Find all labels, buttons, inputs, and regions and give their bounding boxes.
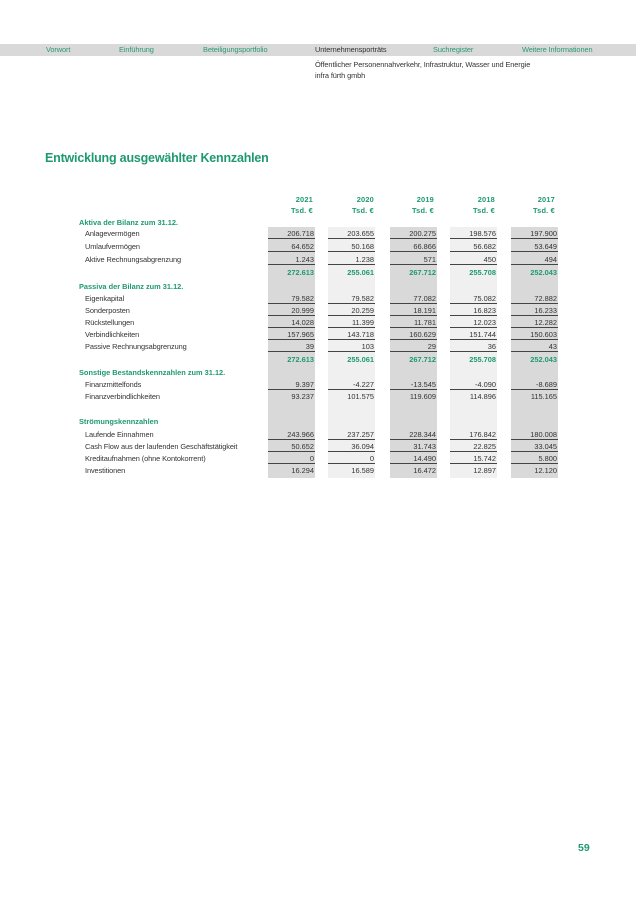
total-cell: 272.613	[287, 268, 314, 277]
total-cell: 255.061	[347, 355, 374, 364]
table-cell: 143.718	[328, 329, 375, 340]
table-cell: 31.743	[390, 441, 437, 452]
row-label: Umlaufvermögen	[85, 242, 140, 251]
table-cell: 450	[450, 254, 497, 265]
table-cell: 66.866	[390, 241, 437, 252]
nav-item-vorwort[interactable]: Vorwort	[46, 45, 71, 54]
column-year: 2020	[356, 195, 374, 204]
row-label: Finanzmittelfonds	[85, 380, 142, 389]
total-cell: 267.712	[409, 355, 436, 364]
table-cell: 203.655	[328, 228, 375, 239]
table-cell: 14.028	[268, 317, 315, 328]
table-cell: 200.275	[390, 228, 437, 239]
column-unit: Tsd. €	[532, 206, 555, 215]
table-cell: 151.744	[450, 329, 497, 340]
column-unit: Tsd. €	[351, 206, 374, 215]
company-name: infra fürth gmbh	[315, 71, 366, 80]
table-cell: 101.575	[347, 392, 374, 401]
table-cell: 9.397	[268, 379, 315, 390]
table-cell: 237.257	[328, 429, 375, 440]
total-cell: 252.043	[530, 268, 557, 277]
table-cell: 11.399	[328, 317, 375, 328]
column-unit: Tsd. €	[290, 206, 313, 215]
column-year: 2018	[477, 195, 495, 204]
column-year: 2021	[295, 195, 313, 204]
table-cell: 79.582	[328, 293, 375, 304]
column-year: 2017	[537, 195, 555, 204]
table-cell: 14.490	[390, 453, 437, 464]
row-label: Laufende Einnahmen	[85, 430, 154, 439]
total-cell: 267.712	[409, 268, 436, 277]
row-label: Passive Rechnungsabgrenzung	[85, 342, 187, 351]
nav-item-suchregister[interactable]: Suchregister	[433, 45, 474, 54]
table-cell: 18.191	[390, 305, 437, 316]
table-cell: 198.576	[450, 228, 497, 239]
table-cell: 16.823	[450, 305, 497, 316]
table-cell: 150.603	[511, 329, 558, 340]
table-cell: 11.781	[390, 317, 437, 328]
table-cell: 39	[268, 341, 315, 352]
table-cell: 160.629	[390, 329, 437, 340]
table-cell: 72.882	[511, 293, 558, 304]
row-label: Verbindlichkeiten	[85, 330, 140, 339]
table-cell: 29	[390, 341, 437, 352]
table-cell: 494	[511, 254, 558, 265]
row-label: Cash Flow aus der laufenden Geschäftstätigkeit	[85, 442, 238, 451]
nav-item-weitere-informationen[interactable]: Weitere Informationen	[522, 45, 593, 54]
table-cell: 0	[328, 453, 375, 464]
total-cell: 255.708	[469, 355, 496, 364]
table-cell: 114.896	[469, 392, 496, 401]
table-cell: 50.168	[328, 241, 375, 252]
table-cell: 79.582	[268, 293, 315, 304]
top-navigation-bar	[0, 44, 636, 56]
table-cell: 56.682	[450, 241, 497, 252]
table-cell: 16.589	[351, 466, 374, 475]
row-label: Eigenkapital	[85, 294, 125, 303]
table-cell: 12.282	[511, 317, 558, 328]
table-cell: -4.090	[450, 379, 497, 390]
table-cell: 77.082	[390, 293, 437, 304]
column-unit: Tsd. €	[472, 206, 495, 215]
table-cell: 103	[328, 341, 375, 352]
table-cell: -8.689	[511, 379, 558, 390]
total-cell: 272.613	[287, 355, 314, 364]
column-year: 2019	[416, 195, 434, 204]
table-cell: 119.609	[409, 392, 436, 401]
table-cell: 115.165	[530, 392, 557, 401]
category-subtitle: Öffentlicher Personennahverkehr, Infrastruktur, Wasser und Energie	[315, 60, 531, 69]
table-cell: 1.238	[328, 254, 375, 265]
nav-item-unternehmensportraets[interactable]: Unternehmensporträts	[315, 45, 387, 54]
table-cell: 33.045	[511, 441, 558, 452]
table-cell: 243.966	[268, 429, 315, 440]
table-cell: 36	[450, 341, 497, 352]
column-unit: Tsd. €	[411, 206, 434, 215]
table-cell: 20.259	[328, 305, 375, 316]
table-cell: 93.237	[291, 392, 314, 401]
table-cell: 64.652	[268, 241, 315, 252]
table-cell: 22.825	[450, 441, 497, 452]
table-cell: 0	[268, 453, 315, 464]
table-cell: 16.294	[291, 466, 314, 475]
table-cell: 53.649	[511, 241, 558, 252]
table-cell: -13.545	[390, 379, 437, 390]
table-cell: 206.718	[268, 228, 315, 239]
table-cell: 12.023	[450, 317, 497, 328]
section-title-aktiva: Aktiva der Bilanz zum 31.12.	[79, 218, 178, 227]
table-cell: 157.965	[268, 329, 315, 340]
table-cell: 75.082	[450, 293, 497, 304]
page-title: Entwicklung ausgewählter Kennzahlen	[45, 151, 269, 165]
table-cell: 16.472	[413, 466, 436, 475]
table-cell: 197.900	[511, 228, 558, 239]
section-title-passiva: Passiva der Bilanz zum 31.12.	[79, 282, 184, 291]
table-cell: 16.233	[511, 305, 558, 316]
table-cell: 12.897	[473, 466, 496, 475]
row-label: Kreditaufnahmen (ohne Kontokorrent)	[85, 454, 206, 463]
page-number: 59	[578, 842, 590, 854]
row-label: Sonderposten	[85, 306, 130, 315]
row-label: Rückstellungen	[85, 318, 135, 327]
table-cell: 15.742	[450, 453, 497, 464]
row-label: Finanzverbindlichkeiten	[85, 392, 160, 401]
total-cell: 255.708	[469, 268, 496, 277]
table-cell: -4.227	[328, 379, 375, 390]
table-cell: 571	[390, 254, 437, 265]
table-cell: 1.243	[268, 254, 315, 265]
total-cell: 252.043	[530, 355, 557, 364]
table-cell: 43	[511, 341, 558, 352]
nav-item-beteiligungsportfolio[interactable]: Beteiligungsportfolio	[203, 45, 268, 54]
table-cell: 228.344	[390, 429, 437, 440]
section-title-sonstige: Sonstige Bestandskennzahlen zum 31.12.	[79, 368, 226, 377]
row-label: Investitionen	[85, 466, 126, 475]
table-cell: 50.652	[268, 441, 315, 452]
table-cell: 176.842	[450, 429, 497, 440]
table-cell: 5.800	[511, 453, 558, 464]
table-cell: 20.999	[268, 305, 315, 316]
row-label: Anlagevermögen	[85, 229, 140, 238]
total-cell: 255.061	[347, 268, 374, 277]
section-title-stroemung: Strömungskennzahlen	[79, 417, 159, 426]
table-cell: 12.120	[534, 466, 557, 475]
nav-item-einfuehrung[interactable]: Einführung	[119, 45, 154, 54]
row-label: Aktive Rechnungsabgrenzung	[85, 255, 182, 264]
table-cell: 36.094	[328, 441, 375, 452]
table-cell: 180.008	[511, 429, 558, 440]
